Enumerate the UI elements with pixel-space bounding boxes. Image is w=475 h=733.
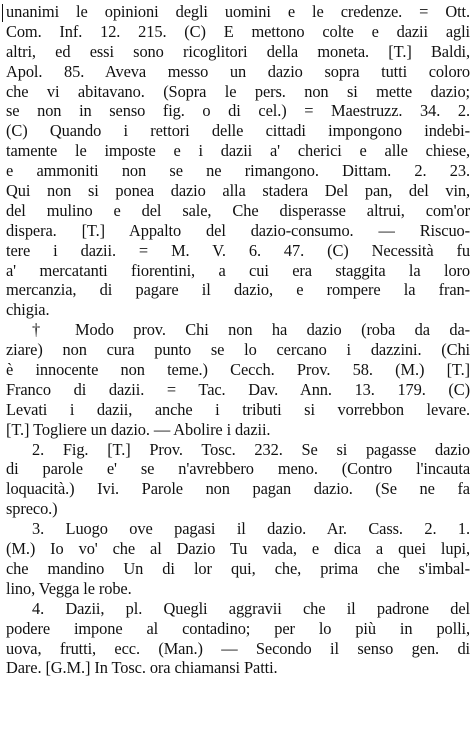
text-line: Dare. [G.M.] In Tosc. ora chiamansi Patti.: [6, 658, 278, 678]
text-line: lino, Vegga le robe.: [6, 578, 132, 598]
text-line: Levati i dazii, anche i tributi si vorrebbon levare.: [6, 399, 470, 419]
text-line: Com. Inf. 12. 215. (C) E mettono colte e dazii agli: [6, 21, 470, 41]
text-line: [T.] Togliere un dazio. — Abolire i dazii.: [6, 419, 271, 439]
text-line: uova, frutti, ecc. (Man.) — Secondo il senso gen. di: [6, 638, 470, 658]
text-line: 4. Dazii, pl. Quegli aggravii che il padrone del: [32, 598, 470, 618]
text-line: che vi abitavano. (Sopra le pers. non si mette dazio;: [6, 81, 470, 101]
text-line: spreco.): [6, 499, 58, 519]
text-line: Franco di dazii. = Tac. Dav. Ann. 13. 179. (C): [6, 379, 470, 399]
text-line: chigia.: [6, 300, 50, 320]
text-line: che mandino Un di lor qui, che, prima che s'imbal-: [6, 558, 470, 578]
text-line: (M.) Io vo' che al Dazio Tu vada, e dica a quei lupi,: [6, 539, 470, 559]
text-line: podere impone al contadino; per lo più in polli,: [6, 618, 470, 638]
text-line: se non in senso fig. o di cel.) = Maestruzz. 34. 2.: [6, 101, 470, 121]
dictionary-entry-text: [6, 2, 470, 678]
text-line: loquacità.) Ivi. Parole non pagan dazio. (Se ne fa: [6, 479, 470, 499]
column-rule: [2, 4, 3, 22]
text-line: ziare) non cura punto se lo cercano i dazzini. (Chi: [6, 340, 470, 360]
text-line: è innocente non teme.) Cecch. Prov. 58. (M.) [T.]: [6, 360, 470, 380]
text-line: † Modo prov. Chi non ha dazio (roba da da-: [32, 320, 470, 340]
text-line: mercanzia, di pagare il dazio, e rompere la fran-: [6, 280, 470, 300]
text-line: di parole e' se n'avrebbero meno. (Contro l'incauta: [6, 459, 470, 479]
text-line: tamente le imposte e i dazii a' cherici e alle chiese,: [6, 141, 470, 161]
text-line: a' mercatanti fiorentini, a cui era staggita la loro: [6, 260, 470, 280]
text-line: 3. Luogo ove pagasi il dazio. Ar. Cass. 2. 1.: [32, 519, 470, 539]
text-line: unanimi le opinioni degli uomini e le credenze. = Ott.: [6, 2, 470, 21]
text-line: del mulino e del sale, Che disperasse altrui, com'or: [6, 200, 470, 220]
text-line: 2. Fig. [T.] Prov. Tosc. 232. Se si pagasse dazio: [32, 439, 470, 459]
text-line: Apol. 85. Aveva messo un dazio sopra tutti coloro: [6, 61, 470, 81]
text-line: e ammoniti non se ne rimangono. Dittam. 2. 23.: [6, 161, 470, 181]
text-line: (C) Quando i rettori delle cittadi impongono indebi-: [6, 121, 470, 141]
text-line: dispera. [T.] Appalto del dazio-consumo. — Riscuo-: [6, 220, 470, 240]
text-line: tere i dazii. = M. V. 6. 47. (C) Necessità fu: [6, 240, 470, 260]
text-line: altri, ed essi sono ricoglitori della moneta. [T.] Baldi,: [6, 41, 470, 61]
text-line: Qui non si ponea dazio alla stadera Del pan, del vin,: [6, 181, 470, 201]
